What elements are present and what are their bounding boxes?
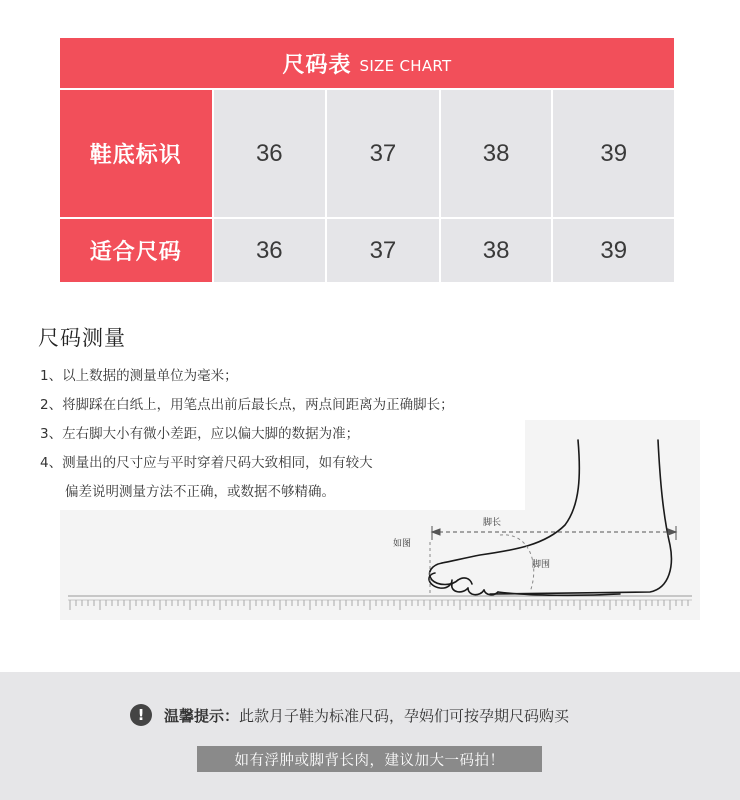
list-item: 4、测量出的尺寸应与平时穿着尺码大致相同，如有较大 bbox=[40, 455, 373, 471]
size-up-advice-button[interactable]: 如有浮肿或脚背长肉，建议加大一码拍！ bbox=[197, 746, 542, 772]
size-chart-subtitle: SIZE CHART bbox=[359, 57, 452, 75]
table-row-sole-mark bbox=[60, 90, 674, 217]
table-cell: 39 bbox=[553, 219, 674, 282]
size-chart-table bbox=[60, 38, 674, 265]
table-cell: 36 bbox=[214, 219, 326, 282]
ruler-icon bbox=[68, 596, 692, 610]
table-cell: 38 bbox=[441, 219, 552, 282]
size-chart-title: 尺码表 bbox=[282, 52, 352, 78]
size-chart-header bbox=[60, 38, 674, 88]
table-cell: 37 bbox=[327, 90, 439, 217]
list-item: 3、左右脚大小有微小差距，应以偏大脚的数据为准； bbox=[40, 426, 360, 442]
table-cell: 36 bbox=[214, 90, 326, 217]
row-label-sole-mark: 鞋底标识 bbox=[60, 90, 212, 217]
table-cell: 38 bbox=[441, 90, 552, 217]
list-item: 1、以上数据的测量单位为毫米； bbox=[40, 368, 238, 384]
measurement-steps bbox=[40, 362, 454, 507]
notice-text: 此款月子鞋为标准尺码，孕妈们可按孕期尺码购买 bbox=[239, 706, 570, 725]
notice-line bbox=[130, 704, 569, 726]
list-item-continuation: 偏差说明测量方法不正确，或数据不够精确。 bbox=[65, 484, 335, 500]
foot-girth-label: 脚围 bbox=[532, 560, 551, 570]
list-item: 2、将脚踩在白纸上，用笔点出前后最长点，两点间距离为正确脚长； bbox=[40, 397, 454, 413]
measurement-title: 尺码测量 bbox=[38, 326, 126, 350]
notice-panel bbox=[0, 672, 740, 800]
row-label-fit-size: 适合尺码 bbox=[60, 219, 212, 282]
notice-prefix: 温馨提示： bbox=[164, 706, 240, 725]
exclamation-icon: ! bbox=[130, 704, 152, 726]
foot-length-label: 脚长 bbox=[483, 518, 502, 528]
table-row-fit-size bbox=[60, 219, 674, 282]
table-cell: 39 bbox=[553, 90, 674, 217]
toe-girth-label: 如图 bbox=[393, 539, 412, 549]
table-cell: 37 bbox=[327, 219, 439, 282]
